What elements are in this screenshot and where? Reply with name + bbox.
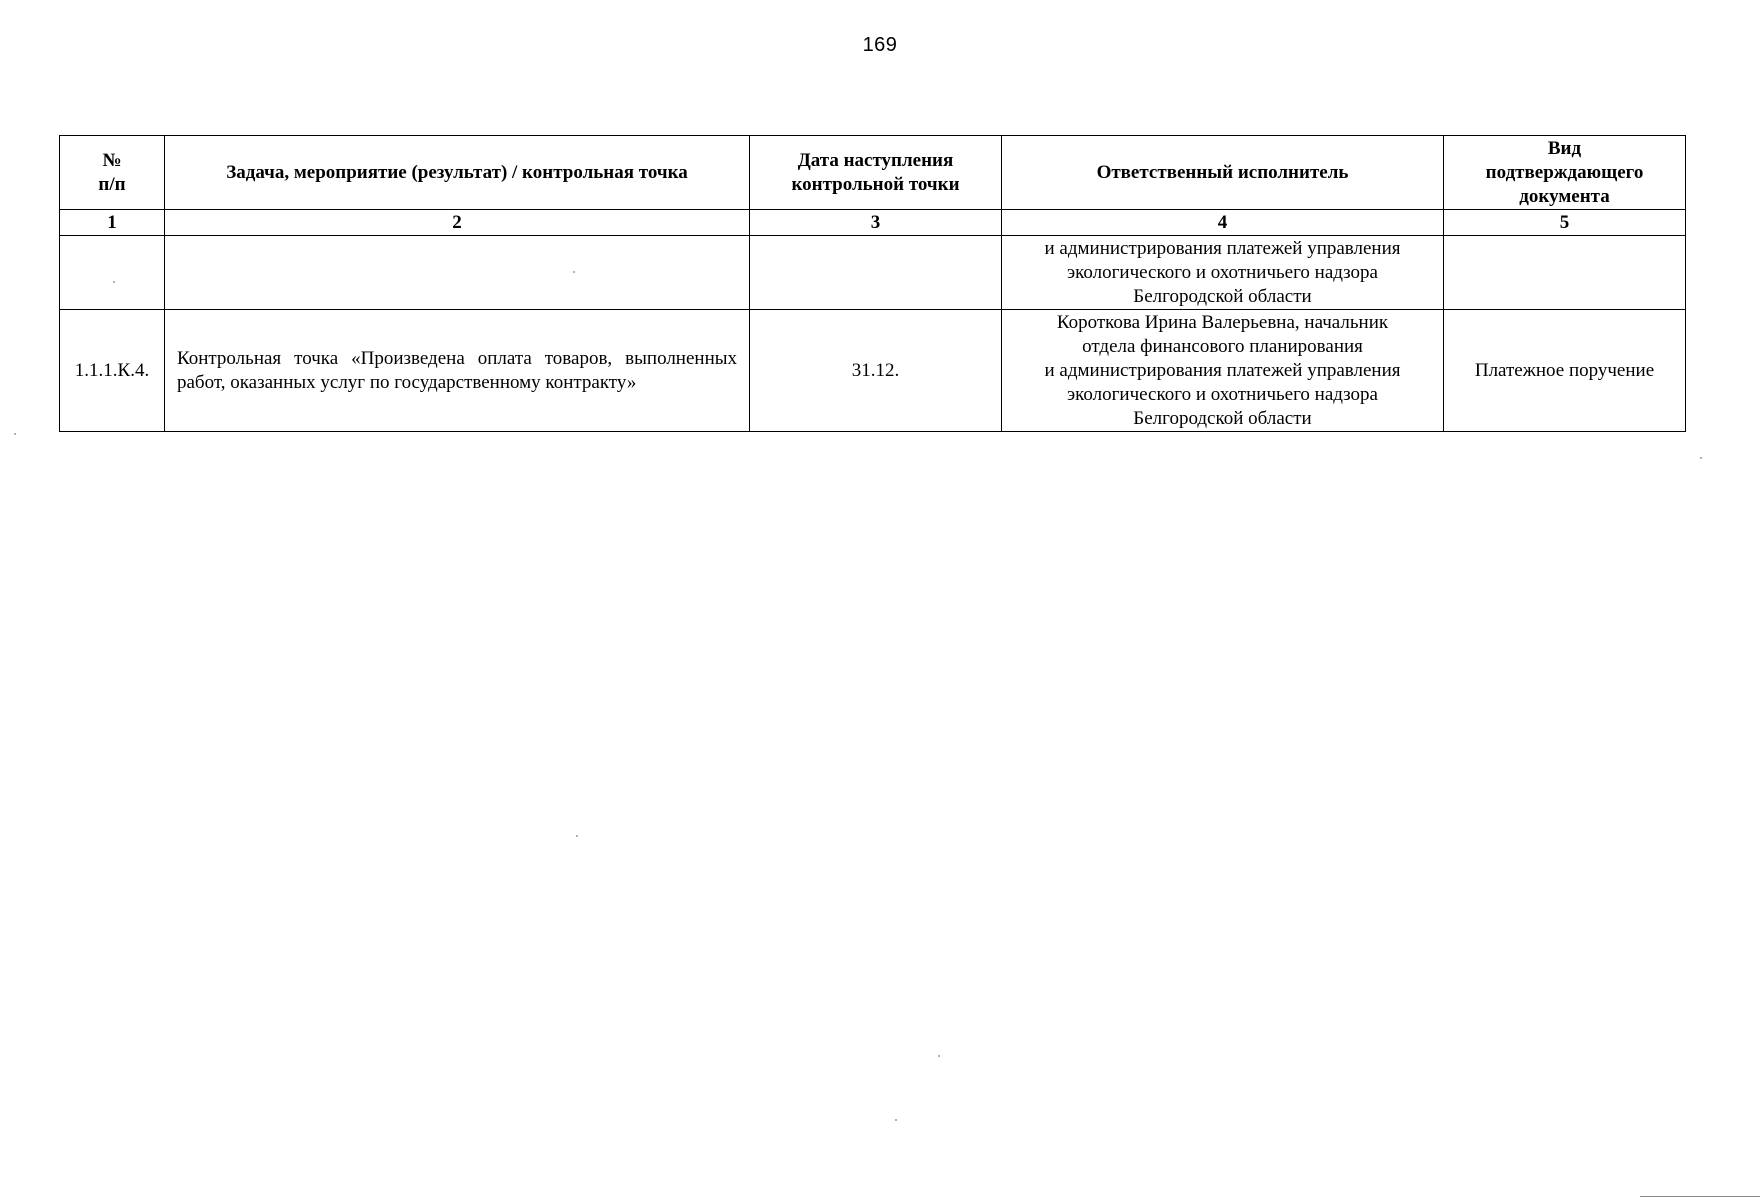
table-row [60,310,1686,432]
cell-executor: Короткова Ирина Валерьевна, начальник отдела финансового планирования и администрирования платежей управления экологического и охотничьего надзора Белгородской области [1002,310,1444,432]
scan-edge-line [1640,1196,1760,1197]
header-executor: Ответственный исполнитель [1002,136,1444,210]
column-index: 5 [1444,210,1686,236]
cell-executor: и администрирования платежей управления экологического и охотничьего надзора Белгородской области [1002,236,1444,310]
header-task: Задача, мероприятие (результат) / контрольная точка [165,136,750,210]
scan-speck [938,1055,940,1057]
page-number: 169 [862,34,898,56]
header-number: № п/п [60,136,165,210]
cell-number [60,236,165,310]
table-row-continuation [60,236,1686,310]
column-index: 4 [1002,210,1444,236]
scan-speck [14,433,16,435]
column-index: 2 [165,210,750,236]
cell-task [165,236,750,310]
cell-number: 1.1.1.К.4. [60,310,165,432]
scan-speck [1700,457,1702,459]
scan-speck [895,1119,897,1121]
header-date: Дата наступления контрольной точки [750,136,1002,210]
column-index: 1 [60,210,165,236]
control-points-table [59,135,1686,432]
header-document: Вид подтверждающего документа [1444,136,1686,210]
scan-speck [576,835,578,837]
table-header-row [60,136,1686,210]
scan-speck [113,281,115,283]
scan-speck [573,271,575,273]
column-index: 3 [750,210,1002,236]
cell-task: Контрольная точка «Произведена оплата товаров, выполненных работ, оказанных услуг по государственному контракту» [165,310,750,432]
cell-document [1444,236,1686,310]
cell-date [750,236,1002,310]
column-index-row [60,210,1686,236]
cell-document: Платежное поручение [1444,310,1686,432]
cell-date: 31.12. [750,310,1002,432]
